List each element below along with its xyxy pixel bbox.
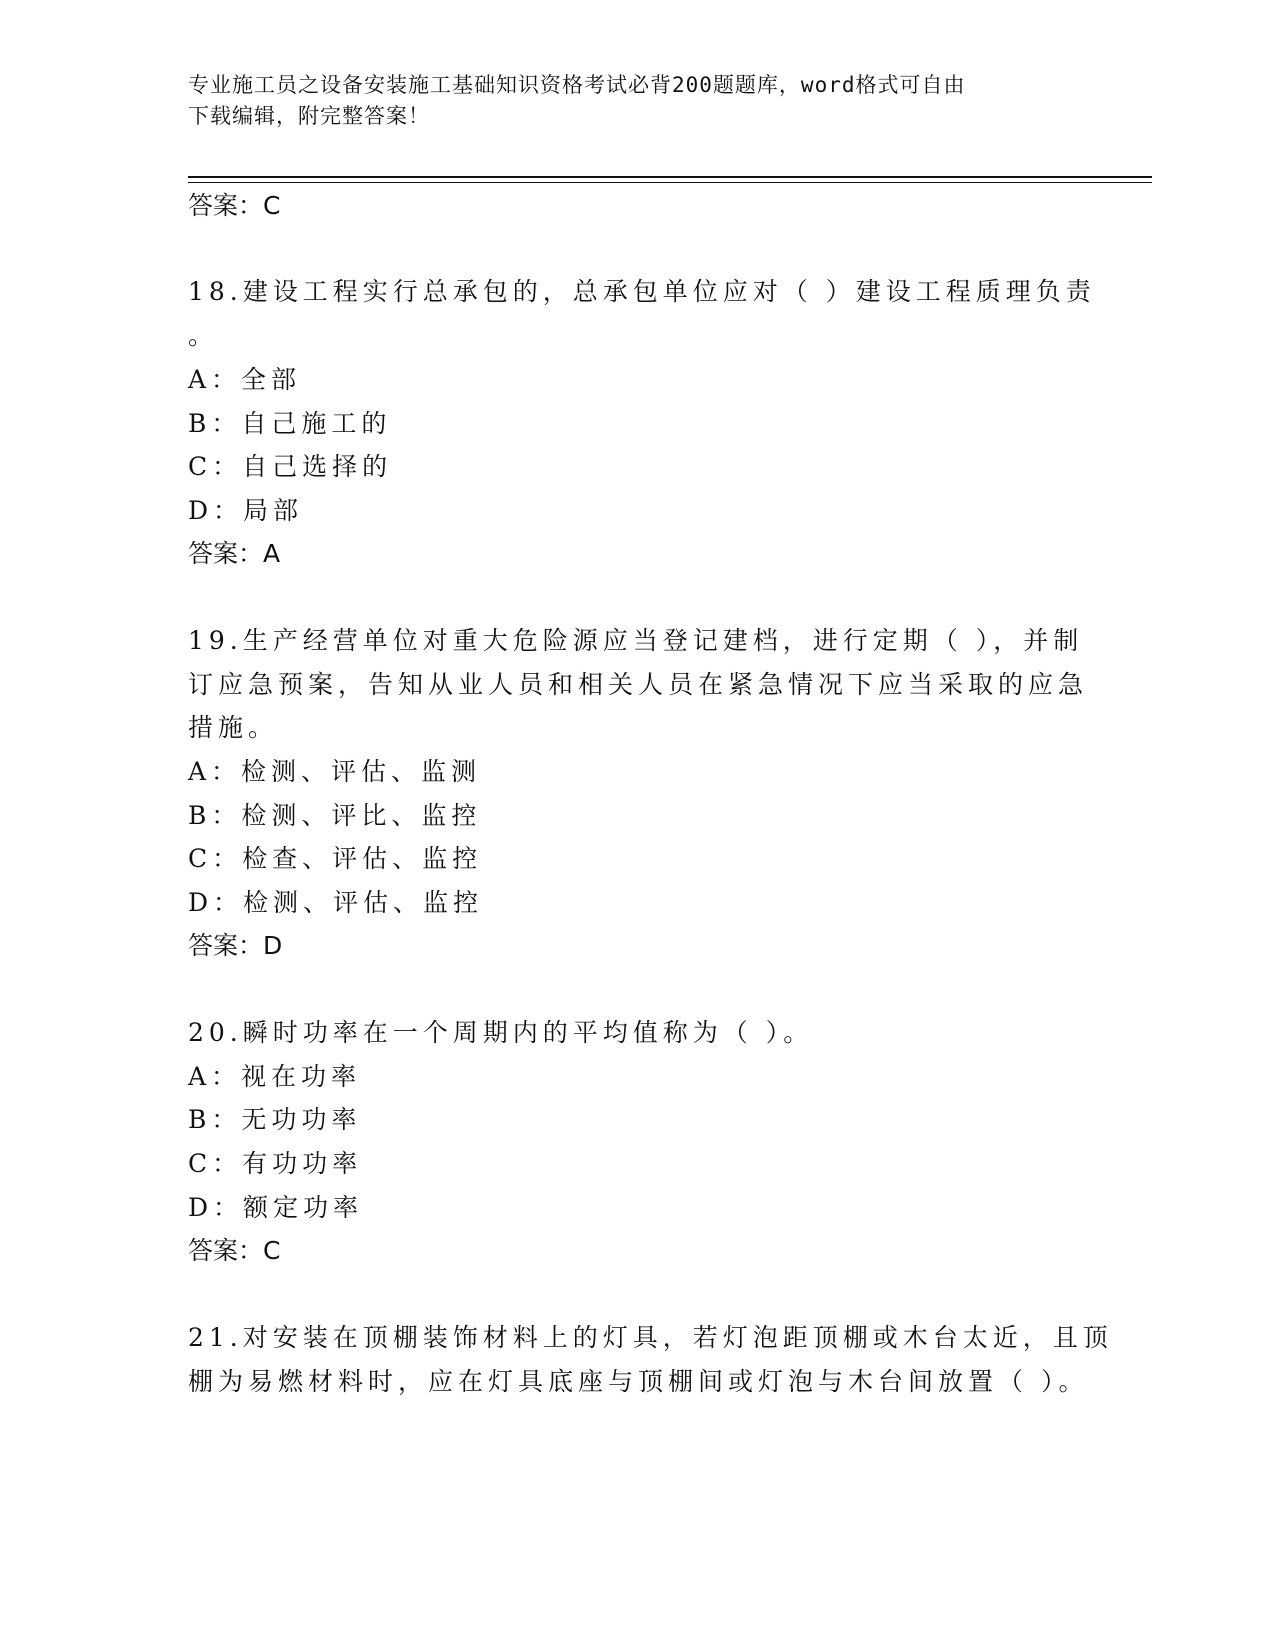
question-19-option-b: B：检测、评比、监控 [188, 801, 482, 830]
question-18-line-1: 18.建设工程实行总承包的，总承包单位应对（ ）建设工程质理负责 [188, 277, 1096, 306]
answer-18: 答案：A [188, 539, 281, 568]
question-18-option-d: D：局部 [188, 496, 304, 525]
question-18-line-2: 。 [188, 321, 219, 350]
question-21-line-1: 21.对安装在顶棚装饰材料上的灯具，若灯泡距顶棚或木台太近，且顶 [188, 1323, 1113, 1352]
question-20-line-1: 20.瞬时功率在一个周期内的平均值称为（ ）。 [188, 1018, 814, 1047]
question-18-option-b: B：自己施工的 [188, 409, 392, 438]
question-20-option-c: C：有功功率 [188, 1149, 363, 1178]
header-line-2: 下载编辑，附完整答案！ [188, 104, 430, 128]
answer-19: 答案：D [188, 931, 283, 960]
question-18-option-a: A：全部 [188, 365, 302, 394]
question-21-line-2: 棚为易燃材料时，应在灯具底座与顶棚间或灯泡与木台间放置（ ）。 [188, 1367, 1089, 1396]
question-19-line-2: 订应急预案，告知从业人员和相关人员在紧急情况下应当采取的应急 [188, 670, 1089, 699]
answer-20: 答案：C [188, 1236, 281, 1265]
header-line-1: 专业施工员之设备安装施工基础知识资格考试必背200题题库，word格式可自由 [188, 73, 966, 97]
document-header [188, 70, 1068, 132]
question-19-option-d: D：检测、评估、监控 [188, 888, 484, 917]
question-20-option-a: A：视在功率 [188, 1062, 362, 1091]
answer-17: 答案：C [188, 191, 281, 220]
header-divider-thin [188, 182, 1152, 183]
question-19-line-3: 措施。 [188, 713, 279, 742]
question-19-option-c: C：检查、评估、监控 [188, 844, 483, 873]
question-20-option-b: B：无功功率 [188, 1105, 362, 1134]
header-divider-thick [188, 176, 1152, 178]
question-20-option-d: D：额定功率 [188, 1193, 364, 1222]
question-18-option-c: C：自己选择的 [188, 452, 393, 481]
question-19-option-a: A：检测、评估、监测 [188, 757, 482, 786]
question-19-line-1: 19.生产经营单位对重大危险源应当登记建档，进行定期（ ），并制 [188, 626, 1084, 655]
